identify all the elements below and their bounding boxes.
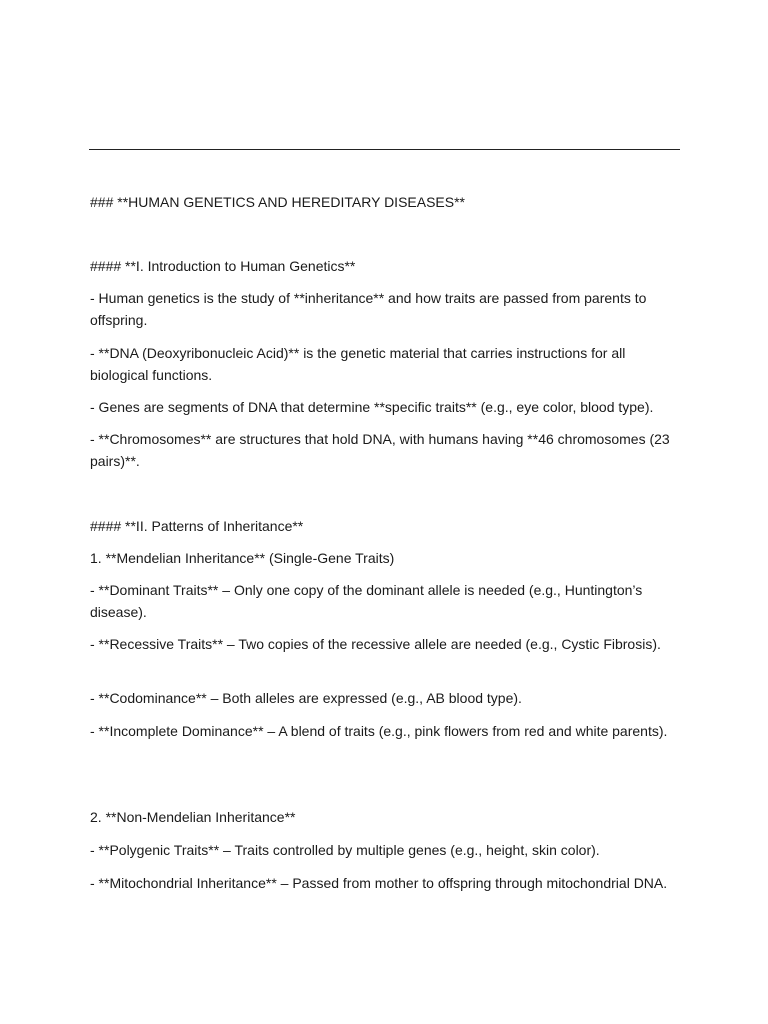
sub-item-polygenic: - **Polygenic Traits** – Traits controlled by multiple genes (e.g., height, skin color). xyxy=(90,842,600,858)
paragraph-genes: - Genes are segments of DNA that determine **specific traits** (e.g., eye color, blood type). xyxy=(90,399,654,415)
horizontal-rule xyxy=(89,149,680,150)
paragraph-dna: - **DNA (Deoxyribonucleic Acid)** is the genetic material that carries instructions for all biological functions. xyxy=(90,345,626,383)
paragraph-human-genetics: - Human genetics is the study of **inheritance** and how traits are passed from parents to offspring. xyxy=(90,290,647,328)
list-item-mendelian: 1. **Mendelian Inheritance** (Single-Gene Traits) xyxy=(90,550,395,566)
section-heading-patterns: #### **II. Patterns of Inheritance** xyxy=(90,518,304,534)
sub-item-codominance: - **Codominance** – Both alleles are expressed (e.g., AB blood type). xyxy=(90,690,522,706)
section-heading-introduction: #### **I. Introduction to Human Genetics** xyxy=(90,258,356,274)
sub-item-recessive: - **Recessive Traits** – Two copies of the recessive allele are needed (e.g., Cystic Fibrosis). xyxy=(90,636,661,652)
sub-item-incomplete-dominance: - **Incomplete Dominance** – A blend of traits (e.g., pink flowers from red and white parents). xyxy=(90,723,668,739)
paragraph-chromosomes: - **Chromosomes** are structures that hold DNA, with humans having **46 chromosomes (23 pairs)**. xyxy=(90,431,670,469)
sub-item-dominant: - **Dominant Traits** – Only one copy of the dominant allele is needed (e.g., Huntington’s disease). xyxy=(90,582,643,620)
document-title: ### **HUMAN GENETICS AND HEREDITARY DISEASES** xyxy=(90,194,465,210)
sub-item-mitochondrial: - **Mitochondrial Inheritance** – Passed from mother to offspring through mitochondrial DNA. xyxy=(90,875,668,891)
list-item-non-mendelian: 2. **Non-Mendelian Inheritance** xyxy=(90,809,296,825)
